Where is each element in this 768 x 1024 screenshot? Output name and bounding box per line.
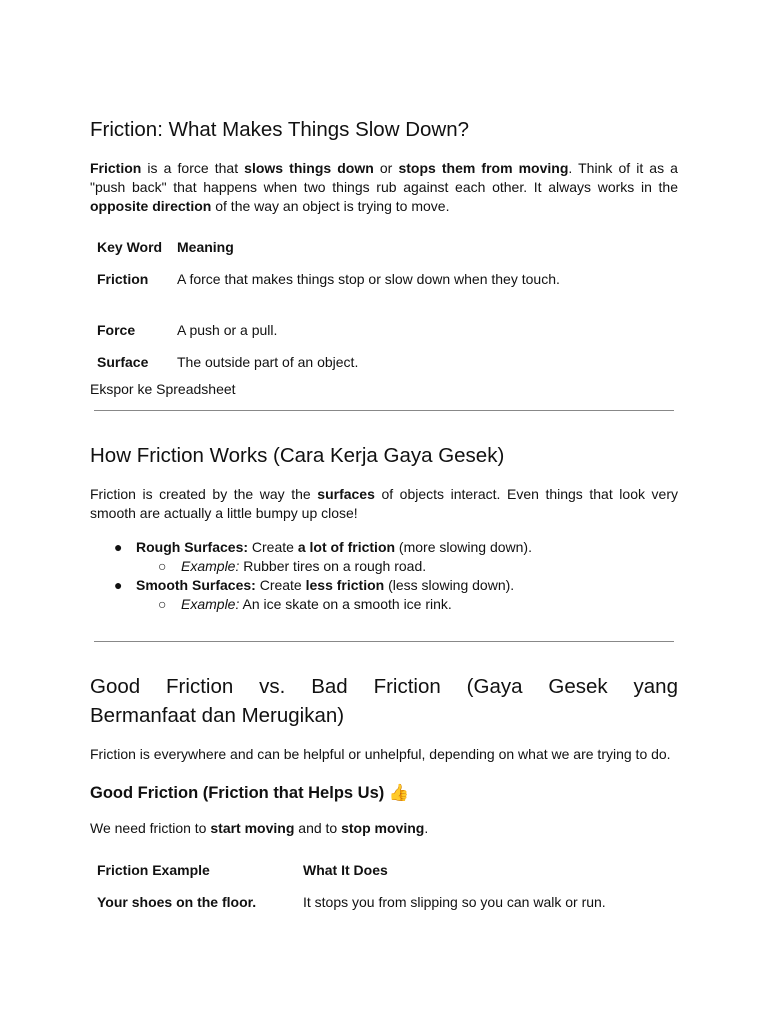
bullet-text: (less slowing down).	[384, 577, 515, 593]
section2-intro	[90, 485, 678, 523]
example-label: Example:	[181, 596, 240, 612]
need-text: We need friction to	[90, 820, 211, 836]
intro-text: of the way an object is trying to move.	[211, 198, 450, 214]
meaning-cell: A force that makes things stop or slow down when they touch.	[177, 271, 560, 287]
bullet-icon: ●	[114, 539, 123, 555]
table-row	[90, 321, 560, 353]
need-emphasis: start moving	[210, 820, 295, 836]
circle-bullet-icon: ○	[158, 558, 167, 574]
intro-text: . Think of it as a "push back" that happens when two things rub against each other. It always works in the	[90, 160, 678, 195]
bullet-icon: ●	[114, 577, 123, 593]
section2-title: How Friction Works (Cara Kerja Gaya Gesek)	[90, 444, 505, 467]
need-emphasis: stop moving	[341, 820, 425, 836]
keyword-cell: Surface	[97, 354, 149, 370]
example-text: An ice skate on a smooth ice rink.	[239, 596, 452, 612]
bullet-text: Create	[248, 539, 298, 555]
does-cell: It stops you from slipping so you can walk or run.	[303, 894, 606, 910]
keyword-table	[90, 238, 560, 372]
example-text: Rubber tires on a rough road.	[239, 558, 427, 574]
section3-intro: Friction is everywhere and can be helpful or unhelpful, depending on what we are trying to do.	[90, 746, 671, 762]
need-text: .	[424, 820, 429, 836]
intro-emphasis: stops them from moving	[398, 160, 569, 176]
surfaces-list	[114, 538, 676, 614]
intro-text: or	[373, 160, 399, 176]
need-text: and to	[294, 820, 342, 836]
intro-emphasis: slows things down	[244, 160, 374, 176]
table-header: What It Does	[303, 862, 388, 878]
export-to-spreadsheet-link[interactable]: Ekspor ke Spreadsheet	[90, 381, 236, 397]
bullet-emphasis: less friction	[305, 577, 385, 593]
table-row	[90, 353, 560, 372]
table-header: Friction Example	[97, 862, 210, 878]
section1-title: Friction: What Makes Things Slow Down?	[90, 118, 470, 141]
table-header: Key Word	[97, 239, 163, 255]
intro-term: Friction	[90, 160, 142, 176]
intro-emphasis: surfaces	[317, 486, 375, 502]
list-item	[114, 576, 676, 595]
keyword-cell: Force	[97, 322, 136, 338]
thumbs-up-icon: 👍	[388, 784, 410, 802]
intro-emphasis: opposite direction	[90, 198, 212, 214]
section3-title: Good Friction vs. Bad Friction (Gaya Gesek yang	[90, 675, 678, 698]
divider	[94, 410, 674, 411]
bullet-text: (more slowing down).	[395, 539, 532, 555]
intro-text: of objects interact. Even things that look very smooth are actually a little bumpy up close!	[90, 486, 678, 521]
good-friction-heading	[90, 782, 678, 804]
intro-text: is a force that	[141, 160, 245, 176]
intro-text: Friction is created by the way the	[90, 486, 318, 502]
list-subitem	[90, 557, 676, 576]
example-label: Example:	[181, 558, 240, 574]
good-friction-heading-text: Good Friction (Friction that Helps Us)	[90, 784, 385, 802]
table-header-row	[90, 861, 650, 893]
section3-title-line2: Bermanfaat dan Merugikan)	[90, 704, 345, 727]
good-friction-table	[90, 861, 650, 912]
bullet-label: Smooth Surfaces:	[136, 577, 256, 593]
divider	[94, 641, 674, 642]
table-header: Meaning	[177, 239, 234, 255]
meaning-cell: A push or a pull.	[177, 322, 278, 338]
section1-intro	[90, 159, 678, 216]
meaning-cell: The outside part of an object.	[177, 354, 359, 370]
bullet-label: Rough Surfaces:	[136, 539, 249, 555]
example-cell: Your shoes on the floor.	[97, 894, 257, 910]
table-row	[90, 893, 650, 912]
list-item	[114, 538, 676, 557]
bullet-emphasis: a lot of friction	[297, 539, 396, 555]
table-row	[90, 270, 560, 321]
need-friction-text	[90, 819, 678, 838]
keyword-cell: Friction	[97, 271, 149, 287]
table-header-row	[90, 238, 560, 270]
circle-bullet-icon: ○	[158, 596, 167, 612]
list-subitem	[90, 595, 676, 614]
bullet-text: Create	[255, 577, 306, 593]
